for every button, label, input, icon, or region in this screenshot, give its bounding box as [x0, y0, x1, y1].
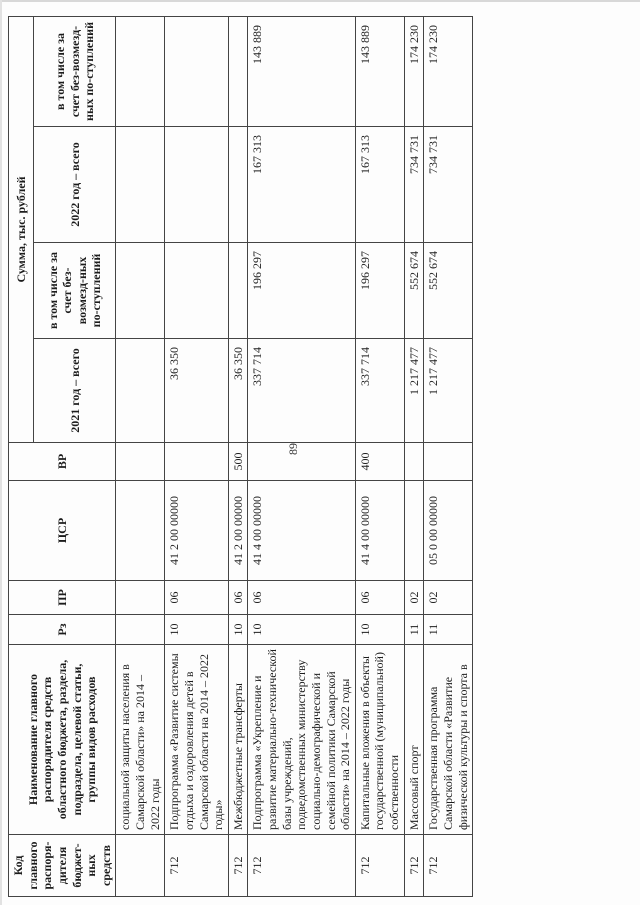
header-pr: ПР	[9, 581, 116, 615]
cell-code: 712	[228, 835, 248, 897]
cell-2021-total: 337 714	[248, 339, 355, 443]
cell-vr	[404, 443, 424, 481]
cell-2022-total: 734 731	[404, 127, 424, 243]
cell-csr	[404, 481, 424, 581]
cell-2021-total	[116, 339, 165, 443]
cell-pr: 06	[248, 581, 355, 615]
cell-name: Капитальные вложения в объекты государственной (муниципальной) собственности	[355, 645, 404, 835]
table-body	[116, 16, 473, 896]
cell-2022-free	[228, 16, 248, 126]
cell-code	[116, 835, 165, 897]
header-2022-free: в том числе за счет без-возмезд-ных по-ступлений	[34, 16, 116, 126]
cell-vr	[116, 443, 165, 481]
budget-table	[8, 16, 473, 897]
cell-csr: 41 2 00 00000	[165, 481, 229, 581]
cell-2022-total: 167 313	[248, 127, 355, 243]
cell-name: Массовый спорт	[404, 645, 424, 835]
cell-name: Межбюджетные трансферты	[228, 645, 248, 835]
cell-rz: 11	[404, 615, 424, 645]
cell-2021-free: 196 297	[248, 243, 355, 339]
table-row	[404, 16, 424, 896]
cell-2021-free	[116, 243, 165, 339]
cell-rz: 11	[424, 615, 473, 645]
cell-csr: 05 0 00 00000	[424, 481, 473, 581]
cell-2022-free: 174 230	[404, 16, 424, 126]
cell-2021-total: 36 350	[228, 339, 248, 443]
table-header	[9, 16, 116, 896]
cell-2022-free: 174 230	[424, 16, 473, 126]
cell-rz: 10	[228, 615, 248, 645]
header-csr: ЦСР	[9, 481, 116, 581]
cell-2021-total: 36 350	[165, 339, 229, 443]
header-2021-total: 2021 год – всего	[34, 339, 116, 443]
table-row	[165, 16, 229, 896]
cell-pr	[116, 581, 165, 615]
rotated-content	[8, 17, 638, 897]
cell-name: социальной защиты населения в Самарской области» на 2014 – 2022 годы	[116, 645, 165, 835]
cell-name: Подпрограмма «Укрепление и развитие материально-технической базы учреждений, подведомственных министерству социально-демографической и семейной политики Самарской области» на 2014 – 2022 годы	[248, 645, 355, 835]
cell-vr: 400	[355, 443, 404, 481]
cell-2021-free: 196 297	[355, 243, 404, 339]
cell-vr: 500	[228, 443, 248, 481]
cell-code: 712	[404, 835, 424, 897]
cell-2022-free: 143 889	[355, 16, 404, 126]
cell-2022-total: 734 731	[424, 127, 473, 243]
cell-rz: 10	[165, 615, 229, 645]
cell-code: 712	[424, 835, 473, 897]
table-row	[228, 16, 248, 896]
cell-code: 712	[165, 835, 229, 897]
cell-rz: 10	[248, 615, 355, 645]
cell-2021-free	[165, 243, 229, 339]
cell-2021-total: 337 714	[355, 339, 404, 443]
cell-2022-total	[165, 127, 229, 243]
cell-pr: 06	[355, 581, 404, 615]
cell-2022-free	[165, 16, 229, 126]
cell-name: Подпрограмма «Развитие системы отдыха и оздоровления детей в Самарской области на 2014 – 2022 годы»	[165, 645, 229, 835]
cell-2021-total: 1 217 477	[404, 339, 424, 443]
cell-2022-total	[116, 127, 165, 243]
cell-pr: 02	[424, 581, 473, 615]
header-code: Код главного распоря-дителя бюджет-ных средств	[9, 835, 116, 897]
cell-2021-free: 552 674	[404, 243, 424, 339]
cell-pr: 06	[228, 581, 248, 615]
cell-2022-total	[228, 127, 248, 243]
cell-2022-free: 143 889	[248, 16, 355, 126]
cell-name: Государственная программа Самарской области «Развитие физической культуры и спорта в	[424, 645, 473, 835]
cell-code: 712	[248, 835, 355, 897]
cell-vr	[248, 443, 355, 481]
cell-vr	[424, 443, 473, 481]
scan-edge-left	[0, 0, 2, 905]
header-2022-total: 2022 год – всего	[34, 127, 116, 243]
cell-rz: 10	[355, 615, 404, 645]
cell-code: 712	[355, 835, 404, 897]
table-row	[424, 16, 473, 896]
cell-pr: 02	[404, 581, 424, 615]
cell-2022-total: 167 313	[355, 127, 404, 243]
cell-vr	[165, 443, 229, 481]
scan-edge-top	[0, 0, 640, 2]
cell-pr: 06	[165, 581, 229, 615]
cell-csr: 41 2 00 00000	[228, 481, 248, 581]
table-row	[116, 16, 165, 896]
cell-2022-free	[116, 16, 165, 126]
header-name: Наименование главного распорядителя средств областного бюджета, раздела, подраздела, целевой статьи, группы видов расходов	[9, 645, 116, 835]
page-number: 89	[286, 443, 300, 455]
cell-rz	[116, 615, 165, 645]
cell-csr: 41 4 00 00000	[248, 481, 355, 581]
header-vr: ВР	[9, 443, 116, 481]
table-row	[248, 16, 355, 896]
cell-csr	[116, 481, 165, 581]
cell-csr: 41 4 00 00000	[355, 481, 404, 581]
table-row	[355, 16, 404, 896]
cell-2021-free	[228, 243, 248, 339]
header-sum-group: Сумма, тыс. рублей	[9, 16, 34, 442]
header-rz: Рз	[9, 615, 116, 645]
header-2021-free: в том числе за счет без-возмезд-ных по-ступлений	[34, 243, 116, 339]
cell-2021-total: 1 217 477	[424, 339, 473, 443]
cell-2021-free: 552 674	[424, 243, 473, 339]
